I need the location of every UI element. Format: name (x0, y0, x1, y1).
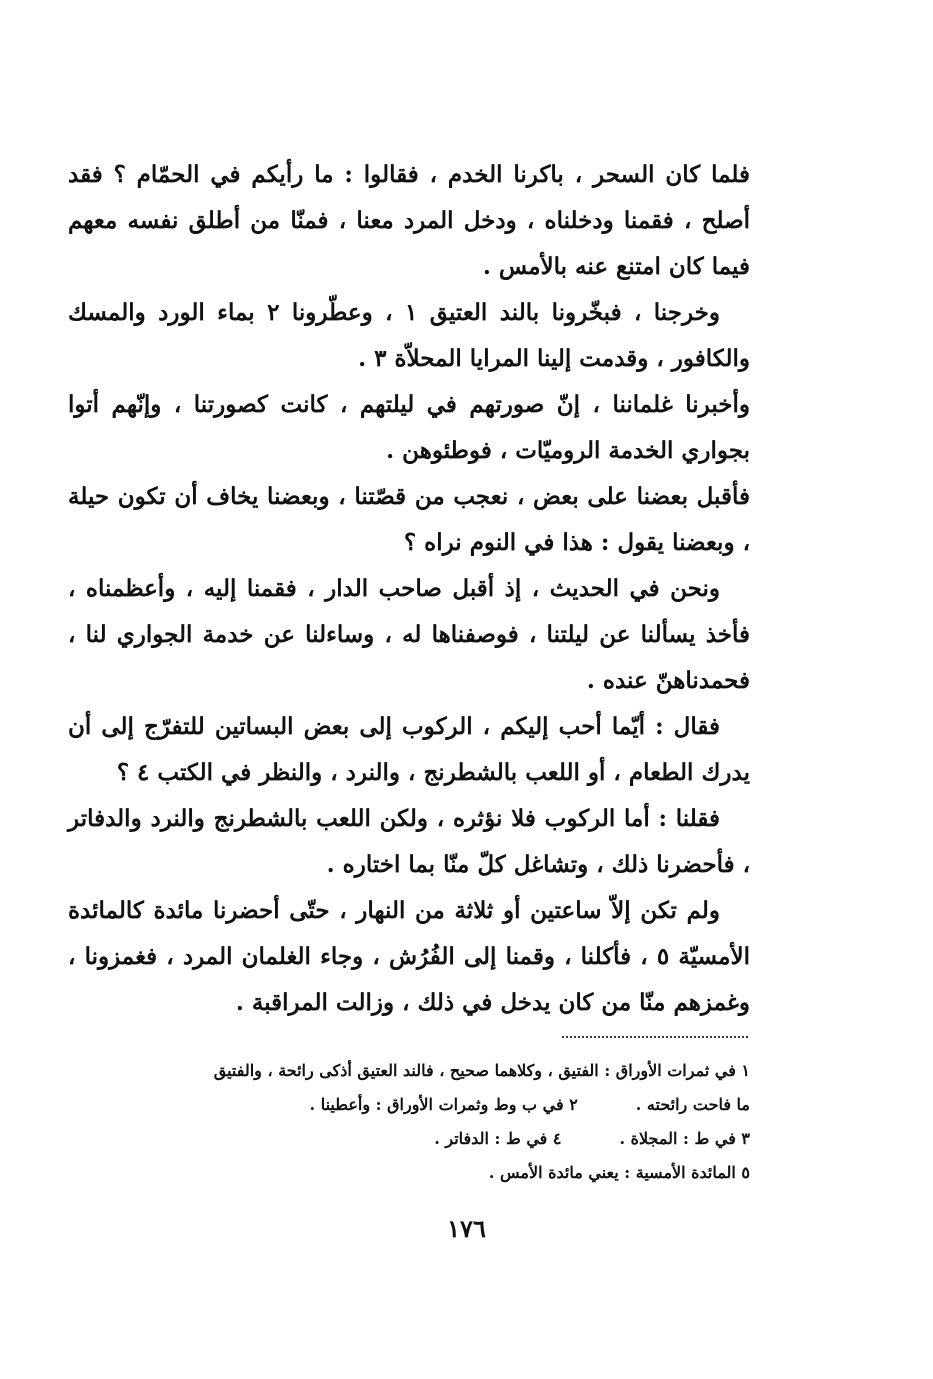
footnote-row-2 (68, 1122, 750, 1156)
paragraph-5: ونحن في الحديث ، إذ أقبل صاحب الدار ، فقمنا إليه ، وأعظمناه ، فأخذ يسألنا عن ليلتنا ، فوصفناها له ، وساءلنا عن خدمة الجواري لنا ، فحمدناهنّ عنده . (68, 575, 750, 694)
footnote-separator (562, 1036, 748, 1038)
footnote-1: ١ في ثمرات الأوراق : الفتيق ، وكلاهما صحيح ، فالند العتيق أذكى رائحة ، والفتيق (213, 1061, 750, 1080)
paragraph-6: فقال : أيّما أحب إليكم ، الركوب إلى بعض البساتين للتفرّج إلى أن يدرك الطعام ، أو اللعب بالشطرنج ، والنرد ، والنظر في الكتب ٤ ؟ (68, 713, 750, 786)
footnotes (68, 1054, 750, 1190)
footnote-1-continuation: ما فاحت رائحته . (635, 1095, 750, 1114)
footnote-3: ٣ في ط : المجلاة . (619, 1129, 750, 1148)
main-text (68, 152, 750, 1026)
footnote-5: ٥ المائدة الأمسية : يعني مائدة الأمس . (488, 1163, 750, 1182)
paragraph-8: ولم تكن إلاّ ساعتين أو ثلاثة من النهار ، حتّى أحضرنا مائدة كالمائدة الأمسيّة ٥ ، فأكلنا ، وقمنا إلى الفُرُش ، وجاء الغلمان المرد ، فغمزونا ، وغمزهم منّا من كان يدخل في ذلك ، وزالت المراقبة . (68, 897, 750, 1016)
paragraph-4: فأقبل بعضنا على بعض ، نعجب من قصّتنا ، وبعضنا يخاف أن تكون حيلة ، وبعضنا يقول : هذا في النوم نراه ؟ (68, 483, 750, 556)
page-number: ١٧٦ (447, 1214, 486, 1243)
paragraph-1: فلما كان السحر ، باكرنا الخدم ، فقالوا : ما رأيكم في الحمّام ؟ فقد أصلح ، فقمنا ودخلناه ، ودخل المرد معنا ، فمنّا من أطلق نفسه معهم فيما كان امتنع عنه بالأمس . (68, 161, 750, 280)
paragraph-3: وأخبرنا غلماننا ، إنّ صورتهم في ليلتهم ، كانت كصورتنا ، وإنّهم أتوا بجواري الخدمة الروميّات ، فوطئوهن . (68, 391, 750, 464)
footnote-row-1 (68, 1088, 750, 1122)
paragraph-2: وخرجنا ، فبخّرونا بالند العتيق ١ ، وعطّرونا ٢ بماء الورد والمسك والكافور ، وقدمت إلينا المرايا المحلاّة ٣ . (68, 299, 750, 372)
paragraph-7: فقلنا : أما الركوب فلا نؤثره ، ولكن اللعب بالشطرنج والنرد والدفاتر ، فأحضرنا ذلك ، وتشاغل كلّ منّا بما اختاره . (68, 805, 750, 878)
footnote-2: ٢ في ب وط وثمرات الأوراق : وأعطينا . (309, 1095, 578, 1114)
footnote-4: ٤ في ط : الدفاتر . (434, 1129, 562, 1148)
